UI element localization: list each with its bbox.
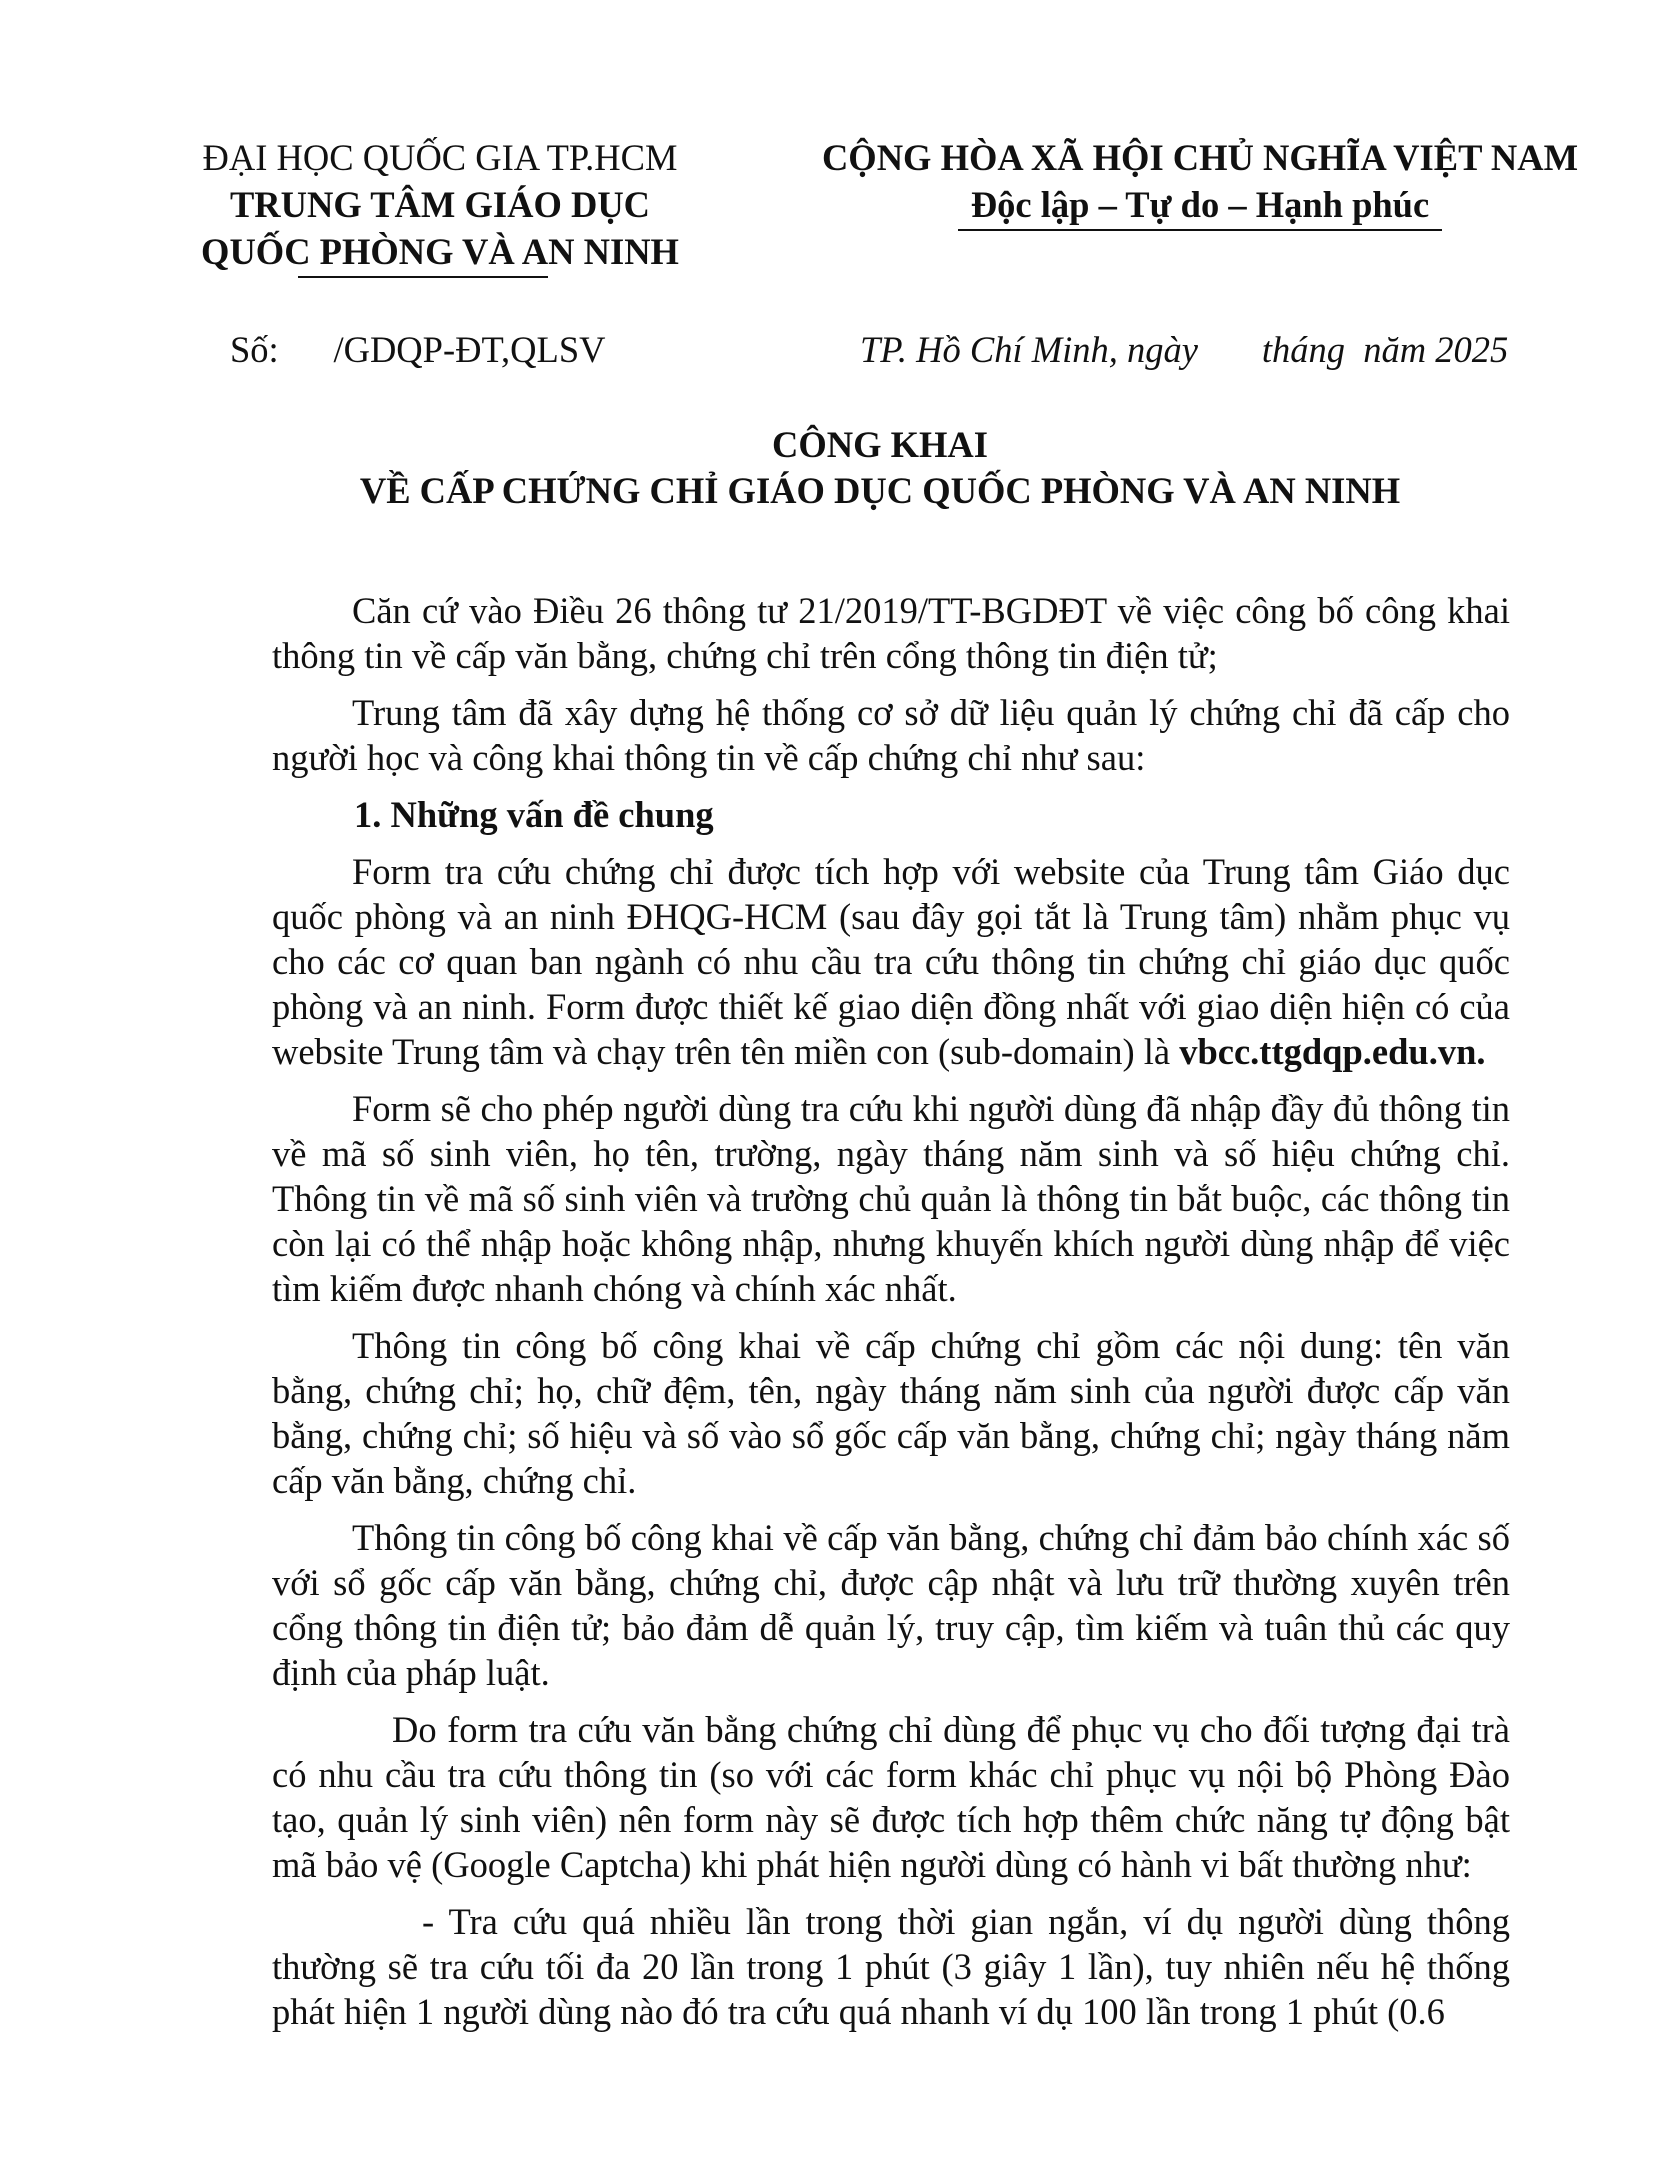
motto-underline [958,229,1442,231]
title-line1: CÔNG KHAI [772,424,988,465]
paragraph-captcha: Do form tra cứu văn bằng chứng chỉ dùng để phục vụ cho đối tượng đại trà có nhu cầu tra cứu thông tin (so với các form khác chỉ phục vụ nội bộ Phòng Đào tạo, quản lý sinh viên) nên form này sẽ được tích hợp thêm chức năng tự động bật mã bảo vệ (Google Captcha) khi phát hiện người dùng có hành vi bất thường như: [272,1709,1510,1885]
subdomain-text: vbcc.ttgdqp.edu.vn. [1179,1031,1486,1072]
paragraph-intro: Trung tâm đã xây dựng hệ thống cơ sở dữ liệu quản lý chứng chỉ đã cấp cho người học và công khai thông tin về cấp chứng chỉ như sau: [272,692,1510,778]
paragraph-published-content: Thông tin công bố công khai về cấp chứng chỉ gồm các nội dung: tên văn bằng, chứng chỉ; họ, chữ đệm, tên, ngày tháng năm sinh của người được cấp văn bằng, chứng chỉ; số hiệu và số vào sổ gốc cấp văn bằng, chứng chỉ; ngày tháng năm cấp văn bằng, chứng chỉ. [272,1325,1510,1501]
paragraph-legal-basis: Căn cứ vào Điều 26 thông tư 21/2019/TT-BGDĐT về việc công bố công khai thông tin về cấp văn bằng, chứng chỉ trên cổng thông tin điện tử; [272,590,1510,676]
national-name: CỘNG HÒA XÃ HỘI CHỦ NGHĨA VIỆT NAM [821,137,1579,178]
issuer-center-line1: TRUNG TÂM GIÁO DỤC [229,184,651,225]
national-motto: Độc lập – Tự do – Hạnh phúc [970,184,1430,225]
paragraph-search-fields: Form sẽ cho phép người dùng tra cứu khi người dùng đã nhập đầy đủ thông tin về mã số sinh viên, họ tên, trường, ngày tháng năm sinh và số hiệu chứng chỉ. Thông tin về mã số sinh viên và trường chủ quản là thông tin bắt buộc, các thông tin còn lại có thể nhập hoặc không nhập, nhưng khuyến khích người dùng nhập để việc tìm kiếm được nhanh chóng và chính xác nhất. [272,1088,1510,1309]
paragraph-form-overview [272,849,1510,1074]
paragraph-abnormal-behavior: - Tra cứu quá nhiều lần trong thời gian ngắn, ví dụ người dùng thông thường sẽ tra cứu tối đa 20 lần trong 1 phút (3 giây 1 lần), tuy nhiên nếu hệ thống phát hiện 1 người dùng nào đó tra cứu quá nhanh ví dụ 100 lần trong 1 phút (0.6 [272,1901,1510,2032]
national-motto-block [770,134,1630,228]
issuer-university: ĐẠI HỌC QUỐC GIA TP.HCM [202,137,678,178]
document-body [272,588,1510,2046]
form-overview-text: Form tra cứu chứng chỉ được tích hợp với website của Trung tâm Giáo dục quốc phòng và an ninh ĐHQG-HCM (sau đây gọi tắt là Trung tâm) nhằm phục vụ cho các cơ quan ban ngành có nhu cầu tra cứu thông tin chứng chỉ giáo dục quốc phòng và an ninh. Form được thiết kế giao diện đồng nhất với giao diện hiện có của website Trung tâm và chạy trên tên miền con (sub-domain) là [272,851,1510,1072]
paragraph-accuracy: Thông tin công bố công khai về cấp văn bằng, chứng chỉ đảm bảo chính xác số với sổ gốc cấp văn bằng, chứng chỉ, được cập nhật và lưu trữ thường xuyên trên cổng thông tin điện tử; bảo đảm dễ quản lý, truy cập, tìm kiếm và tuân thủ các quy định của pháp luật. [272,1517,1510,1693]
issuer-underline [298,276,548,278]
document-title [230,422,1530,514]
section-heading-general: 1. Những vấn đề chung [354,794,714,835]
title-line2: VỀ CẤP CHỨNG CHỈ GIÁO DỤC QUỐC PHÒNG VÀ AN NINH [359,470,1401,511]
issuer-center-line2: QUỐC PHÒNG VÀ AN NINH [201,231,679,272]
issuer-block [160,134,720,275]
document-date: TP. Hồ Chí Minh, ngày tháng năm 2025 [860,329,1509,370]
document-number: Số: /GDQP-ĐT,QLSV [230,329,606,370]
